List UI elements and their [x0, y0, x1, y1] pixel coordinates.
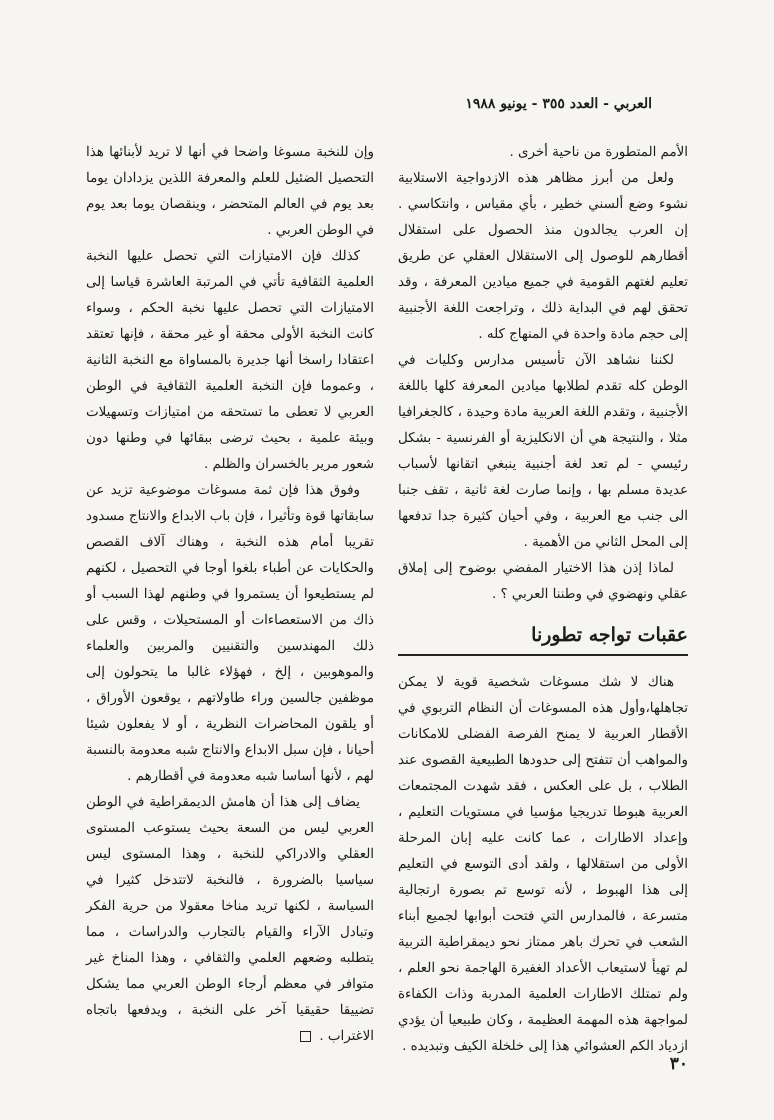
paragraph: ولعل من أبرز مظاهر هذه الازدواجية الاستلابية نشوء وضع ألسني خطير ، بأي مقياس ، وانتكاسي . إن العرب يجالدون منذ الحصول على استقلال أقطارهم للوصول إلى الاستقلال العقلي عن طريق تعليم لغتهم القومية في جميع ميادين المعرفة ، وقد تحقق لهم في البداية ذلك ، وتراجعت اللغة الأجنبية إلى حجم مادة واحدة في المنهاج كله .	[398, 171, 688, 342]
right-column	[398, 140, 688, 1060]
paragraph: لماذا إذن هذا الاختيار المفضي بوضوح إلى إملاق عقلي ونهضوي في وطننا العربي ؟ .	[398, 561, 688, 602]
left-column	[86, 140, 374, 1050]
paragraph: كذلك فإن الامتيازات التي تحصل عليها النخبة العلمية الثقافية تأتي في المرتبة العاشرة قياسا إلى الامتيازات التي تحصل عليها نخبة الحكم ، وسواء كانت النخبة الأولى محقة أو غير محقة ، فإنها تعتقد اعتقادا راسخا أنها جديرة بالمساواة مع النخبة الثانية ، وعموما فإن النخبة العلمية الثقافية في الوطن العربي لا تعطى ما تستحقه من امتيازات وتسهيلات وبيئة علمية ، بحيث ترضى ببقائها في وطنها دون شعور مرير بالخسران والظلم .	[86, 249, 374, 472]
paragraph: وإن للنخبة مسوغا واضحا في أنها لا تريد لأبنائها هذا التحصيل الضئيل للعلم والمعرفة اللذين يزدادان يوما بعد يوم في العالم المتحضر ، وينقصان يوما بعد يوم في الوطن العربي .	[86, 145, 374, 238]
paragraph: الأمم المتطورة من ناحية أخرى .	[509, 145, 688, 160]
last-paragraph	[86, 790, 374, 1050]
page-number: ٣٠	[669, 1054, 688, 1074]
section-heading: عقبات تواجه تطورنا	[398, 620, 688, 656]
paragraph-text: يضاف إلى هذا أن هامش الديمقراطية في الوطن العربي ليس من السعة بحيث يستوعب المستوى العقلي والادراكي للنخبة ، وهذا المستوى ليس سياسيا بالضرورة ، فالنخبة لاتتدخل كثيرا في السياسة ، لكنها تريد مناخا معقولا من حرية الفكر وتبادل الآراء والقيام بالتجارب والدراسات ، مما يتطلبه وضعهم العلمي والثقافي ، وهذا المناخ غير متوافر في معظم أرجاء الوطن العربي مما يشكل تضييقا حقيقيا آخر على النخبة ، ويدفعها باتجاه الاغتراب .	[86, 795, 374, 1044]
paragraph: وفوق هذا فإن ثمة مسوغات موضوعية تزيد عن سابقاتها قوة وتأثيرا ، فإن باب الابداع والانتاج مسدود تقريبا أمام هذه النخبة ، وهناك آلاف القصص والحكايات عن أطباء بلغوا أوجا في التحصيل ، لكنهم لم يستطيعوا أن يستمروا في وطنهم لهذا السبب أو ذاك من الاستعصاءات أو المستحيلات ، وقس على ذلك المهندسين والتقنيين والمربين والعلماء والموهوبين ، إلخ ، فهؤلاء غالبا ما يتحولون إلى موظفين جالسين وراء طاولاتهم ، يوقعون الأوراق ، أو يلقون المحاضرات النظرية ، أو لا يفعلون شيئا أحيانا ، فإن سبل الابداع والانتاج شبه معدومة بالنسبة لهم ، لأنها أساسا شبه معدومة في أقطارهم .	[86, 483, 374, 784]
square-end-mark-icon	[300, 1031, 311, 1042]
paragraph: لكننا نشاهد الآن تأسيس مدارس وكليات في الوطن كله تقدم لطلابها ميادين المعرفة كلها باللغة الأجنبية ، وتقدم اللغة العربية مادة وحيدة ، كالجغرافيا مثلا ، والنتيجة هي أن الانكليزية أو الفرنسية - بشكل رئيسي - لم تعد لغة أجنبية ينبغي اتقانها لأسباب عديدة مسلم بها ، وإنما صارت لغة ثانية ، تقف جنبا الى جنب مع العربية ، وفي أحيان كثيرة جدا تدفعها إلى المحل الثاني من الأهمية .	[398, 353, 688, 550]
running-head: العربي - العدد ٣٥٥ - يونيو ١٩٨٨	[465, 96, 652, 112]
paragraph: هناك لا شك مسوغات شخصية قوية لا يمكن تجاهلها،وأول هذه المسوغات أن النظام التربوي في الأقطار العربية لا يمنح الفرصة الفضلى للامكانات والمواهب أن تتفتح إلى حدودها الطبيعية القصوى عند الطلاب ، بل على العكس ، فقد شهدت المجتمعات العربية هبوطا تدريجيا مؤسيا في مستويات التعليم ، وإعداد الاطارات ، عما كانت عليه إبان المرحلة الأولى من استقلالها ، ولقد أدى التوسع في التعليم إلى هذا الهبوط ، لأنه توسع تم بصورة ارتجالية متسرعة ، فالمدارس التي فتحت أبوابها لجميع أبناء الشعب في تحرك باهر ممتاز نحو ديمقراطية التربية لم تهيأ لاستيعاب الأعداد الغفيرة الهاجمة نحو العلم ، ولم تمتلك الاطارات العلمية المدربة وذات الكفاءة لمواجهة هذه المهمة العظيمة ، وكان طبيعيا أن يؤدي ازدياد الكم العشوائي هذا إلى خلخلة الكيف وتبديده .	[398, 675, 688, 1054]
